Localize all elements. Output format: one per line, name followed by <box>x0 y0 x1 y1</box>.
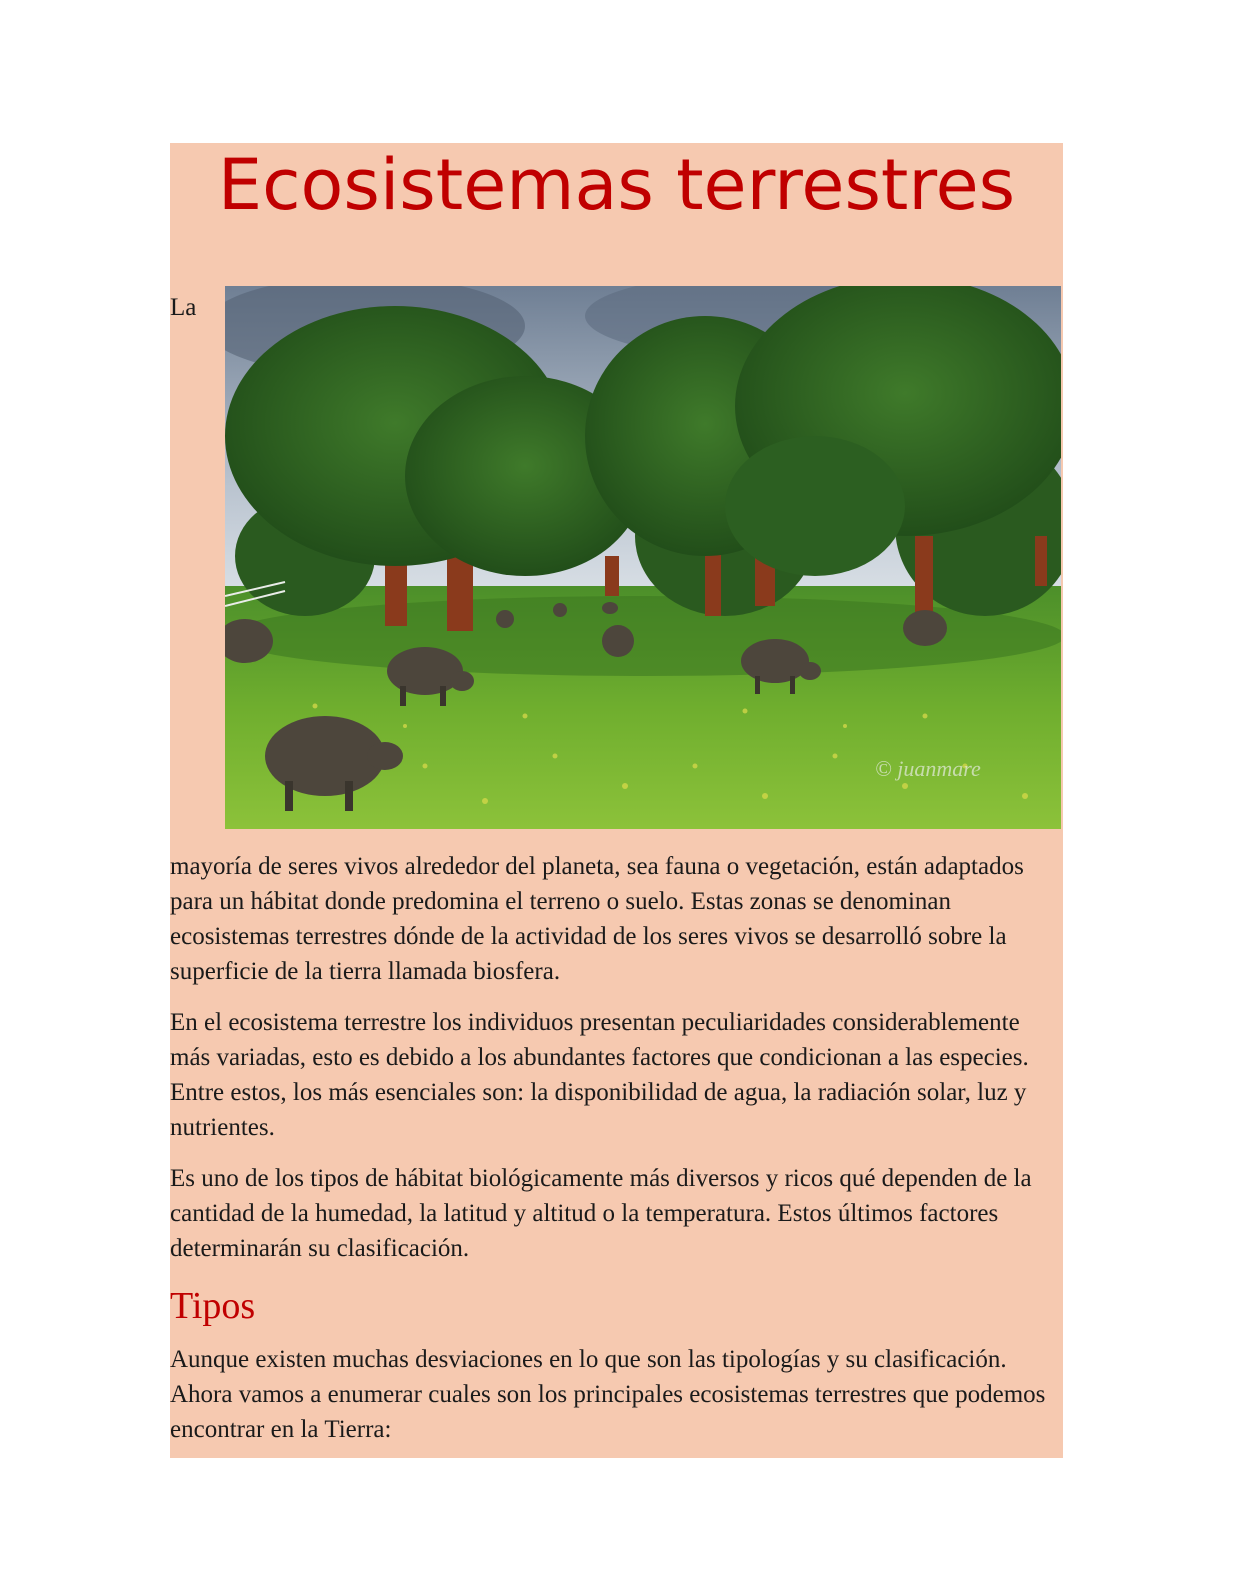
meadow-photo-icon <box>225 286 1061 829</box>
document-title: Ecosistemas terrestres <box>217 144 1016 226</box>
paragraph-1: mayoría de seres vivos alrededor del planeta, sea fauna o vegetación, están adaptados para un hábitat donde predomina el terreno o suelo. Estas zonas se denominan ecosistemas terrestres dónde de la actividad de los seres vivos se desarrolló sobre la superficie de la tierra llamada biosfera. <box>170 853 1024 985</box>
paragraph-3: Es uno de los tipos de hábitat biológicamente más diversos y ricos qué dependen de la cantidad de la humedad, la latitud y altitud o la temperatura. Estos últimos factores determinarán su clasificación. <box>170 1165 1032 1262</box>
section-paragraph: Aunque existen muchas desviaciones en lo que son las tipologías y su clasificación. Ahora vamos a enumerar cuales son los principales ecosistemas terrestres que podemos encontrar en la Tierra: <box>170 1346 1046 1443</box>
paragraph-2: En el ecosistema terrestre los individuos presentan peculiaridades considerablemente más variadas, esto es debido a los abundantes factores que condicionan a las especies. Entre estos, los más esenciales son: la disponibilidad de agua, la radiación solar, luz y nutrientes. <box>170 1009 1029 1141</box>
lead-word: La <box>170 294 197 321</box>
document-body <box>170 849 1063 1463</box>
photo-watermark: © juanmare <box>875 756 981 781</box>
section-heading: Tipos <box>170 1285 256 1327</box>
document-page <box>170 143 1063 1458</box>
